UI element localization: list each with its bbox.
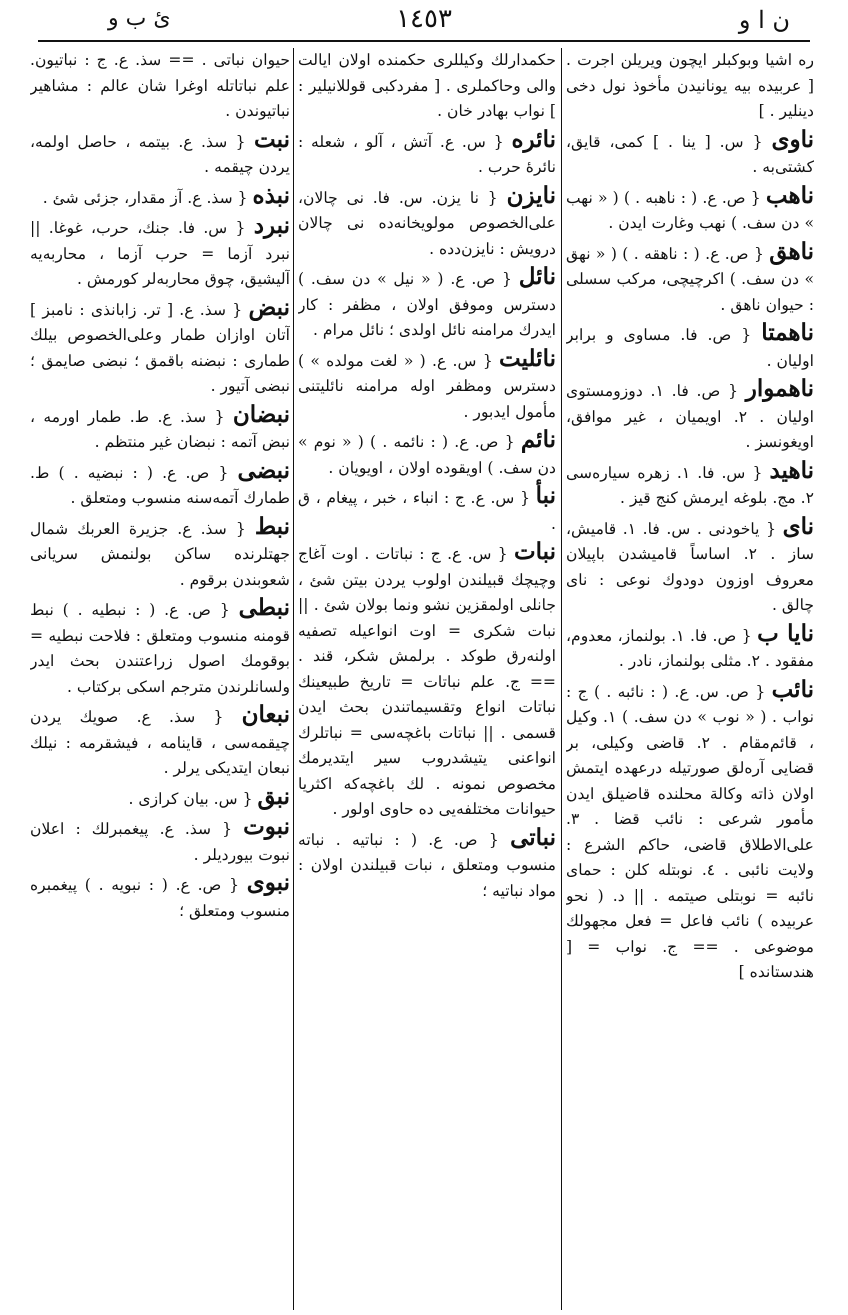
entry-headword: نبط — [254, 512, 290, 540]
entry-definition: { سذ. ع. جزيرة العربك شمال جهتلرنده ساكن بولنمش سريانی شعوبندن برقوم . — [30, 519, 290, 589]
dictionary-entry — [298, 539, 556, 823]
entry-headword: نبطی — [238, 594, 290, 621]
dictionary-entry — [566, 514, 814, 619]
entry-headword: نبذه — [252, 181, 290, 209]
entry-definition: حكمدارلك وكيللری حكمنده اولان ايالت والی وحاكملری . [ مفردكبی قوللانيلير : ] نواب بهادر خان . — [298, 51, 556, 120]
entry-definition: { ص. ع. ( : نباتيه . نباته منسوب ومتعلق ، نبات قبيلندن اولان : مواد نباتيه ؛ — [298, 830, 556, 900]
entry-headword: نبوت — [243, 813, 290, 840]
entry-headword: نباتی — [510, 823, 556, 851]
entry-headword: نائم — [520, 426, 556, 453]
dictionary-entry — [30, 458, 290, 512]
dictionary-entry — [566, 183, 814, 237]
column-divider — [561, 48, 562, 1310]
header-rule — [38, 40, 810, 42]
dictionary-entry — [30, 295, 290, 400]
entry-definition: { ص. ع. ( : نبويه . ) پيغمبره منسوب ومتعلق ؛ — [30, 876, 290, 920]
entry-headword: ناهموار — [745, 375, 814, 402]
entry-headword: ناهب — [765, 181, 814, 209]
entry-headword: نايزن — [506, 181, 556, 209]
dictionary-entry — [298, 48, 556, 125]
entry-headword: نبت — [254, 125, 290, 153]
entry-headword: نبضی — [237, 456, 290, 484]
dictionary-entry — [566, 458, 814, 512]
entry-definition: { ص. ع. ( : ناهبه . ) ( « نهب » دن سف. ) نهب وغارت ايدن . — [566, 188, 814, 232]
entry-definition: { ص. ع. ( : ناهقه . ) ( « نهق » دن سف. ) اكرچيچی، مركب سسلی : حيوان ناهق . — [566, 244, 814, 314]
dictionary-entry — [30, 514, 290, 594]
dictionary-entry — [298, 264, 556, 344]
page-header — [38, 4, 810, 38]
entry-definition: { س. ع. ( « لغت مولده » ) دسترس ومظفر اوله مرامنه نائليتنی مأمول ايدبور . — [298, 351, 556, 421]
dictionary-entry — [298, 483, 556, 537]
entry-definition: { ياخودنی . س. فا. ١. قاميش، ساز . ٢. اساساً قاميشدن باپيلان معروف اوزون دودوك نوعی : نای چالق . — [566, 519, 814, 614]
dictionary-entry — [298, 427, 556, 481]
entry-definition: { سذ. ع. [ تر. زابانذی : نامبز ] آتان اوازان طمار وعلى‌الخصوص بيلك طماری : نبضنه باقمق ؛ نبضی صايمق ؛ نبضی آتيور . — [30, 300, 290, 395]
dictionary-entry — [30, 402, 290, 456]
dictionary-entry — [566, 320, 814, 374]
entry-headword: ناهق — [769, 237, 814, 265]
entry-definition: { س. ع. ج : انباء ، خبر ، پيغام ، ق . — [298, 489, 556, 533]
entry-definition: { سذ. ع. پيغمبرلك : اعلان نبوت بيورديلر . — [30, 820, 290, 864]
entry-definition: حيوان نباتی . == سذ. ع. ج : نباتيون. علم نباتاتله اوغرا شان عالم : مشاهير نباتيوندن . — [30, 51, 290, 120]
entry-definition: { س. فا. جنك، حرب، غوغا. || نبرد آزما = حرب آزما ، محاربه‌يه آليشيق، چوق محاربه‌لر كورمش . — [30, 219, 290, 288]
dictionary-entry — [298, 346, 556, 426]
entry-definition: { ص. ع. ( : نبضيه . ) ط. طمارك آتمه‌سنه منسوب ومتعلق . — [30, 463, 290, 507]
header-letters-right: ن ا و — [738, 6, 790, 34]
entry-definition: { ص. فا. ١. دوزومستوی اوليان . ٢. اويميان ، غير موافق، اويغونسز . — [566, 382, 814, 451]
entry-definition: { س. فا. ١. زهره سياره‌سی ٢. مج. بلوغه ايرمش كنج قيز . — [566, 463, 814, 507]
dictionary-entry — [566, 677, 814, 986]
entry-definition: ره اشيا وبوكبلر ايچون ويريلن اجرت . [ عربيده بيه يونانيدن مأخوذ نول دخی دينلير . ] — [566, 51, 814, 120]
entry-definition: { ص. ع. ( : نبطيه . ) نبط قومنه منسوب ومتعلق : فلاحت نبطيه = بوقومك اصول زراعتندن بحث ايدر ولسانلرندن مترجم اسكی بركتاب . — [30, 601, 290, 696]
entry-definition: { ص. ع. ( : نائمه . ) ( « نوم » دن سف. ) اويقوده اولان ، اويويان . — [298, 433, 556, 477]
entry-headword: ناهيد — [769, 456, 814, 484]
entry-definition: { س. بيان كرازی . — [128, 789, 253, 808]
header-letters-left: ئ ب و — [108, 6, 171, 31]
entry-definition: { نا يزن. س. فا. نی چالان، على‌الخصوص مولويخانه‌ده نی چالان درويش : نايزن‌دده . — [298, 188, 556, 258]
dictionary-entry — [298, 183, 556, 263]
dictionary-entry — [566, 127, 814, 181]
entry-definition: { سذ. ع. صويك يردن چيقمه‌سی ، قاينامه ، فيشقرمه : نيلك نبعان ايتديكی يرلر . — [30, 708, 290, 777]
dictionary-entry — [566, 376, 814, 456]
entry-definition: { س. ع. آتش ، آلو ، شعله : نائرهٔ حرب . — [298, 132, 556, 176]
dictionary-entry — [566, 621, 814, 675]
column-middle — [298, 48, 556, 1308]
entry-definition: { س. [ ينا . ] كمی، قايق، كشتی‌به . — [566, 132, 814, 176]
entry-headword: نائره — [511, 125, 556, 153]
entry-definition: { ص. س. ع. ( : نائبه . ) ج : نواب . ( « نوب » دن سف. ) ١. وكيل ، قائم‌مقام . ٢. قاضی وكيلی، بر قضايی آره‌لق صورتيله درعهده ايتمش اولان ذاته وكالة محلنده قاضيلق ايدن مأمور شرعی : نائب قضا . ٣. على‌الاطلاق قاضی، حاكم الشرع : ولايت نائبی . ٤. نوبتله كلن : حمای نائبه = نوبتلی صيتمه . || د. ( نحو عربيده ) نائب فاعل = فعل مجهولك موضوعی . == ج. نواب = [ هندستانده ] — [566, 682, 814, 981]
dictionary-entry — [30, 127, 290, 181]
dictionary-entry — [30, 814, 290, 868]
dictionary-entry — [566, 48, 814, 125]
entry-definition: { سذ. ع. آز مقدار، جزئی شئ . — [42, 188, 248, 207]
column-left — [30, 48, 290, 1308]
entry-definition: { س. ع. ج : نباتات . اوت آغاج وچيچك قبيلندن اولوب يردن بيتن شئ ، جانلی اولمقزين نشو ونما بولان شئ . || نبات شكری = اوت انواعيله تصفيه اولنه‌رق طوكد . برلمش شكر، قند . == ج. علم نباتات = تاريخ طبيعينك نباتات انواع وتقسيماتندن بحث ايدن قسمی . || نباتات باغچه‌سی = نباتلرك انواعنی يتيشدروب سير ايتديرمك مخصوص نمونه . لك باغچه‌كه اكثريا حيوانات مختلفه‌يی ده حاوی اولور . — [298, 545, 556, 818]
dictionary-entry — [30, 213, 290, 293]
dictionary-entry — [566, 239, 814, 319]
dictionary-entry — [30, 48, 290, 125]
dictionary-entry — [298, 127, 556, 181]
dictionary-entry — [30, 702, 290, 782]
column-divider — [293, 48, 294, 1310]
entry-headword: نبعان — [241, 701, 290, 728]
entry-definition: { ص. فا. ١. بولنماز، معدوم، مفقود . ٢. مثلی بولنماز، نادر . — [566, 626, 814, 670]
dictionary-entry — [298, 825, 556, 905]
entry-headword: نبق — [257, 782, 290, 810]
entry-headword: نائب — [771, 675, 814, 703]
dictionary-entry — [30, 784, 290, 813]
entry-definition: { سذ. ع. بيتمه ، حاصل اولمه، يردن چيقمه . — [30, 132, 290, 176]
dictionary-entry — [30, 870, 290, 924]
entry-headword: نبرد — [253, 212, 290, 239]
entry-definition: { سذ. ع. ط. طمار اورمه ، نبض آتمه : نبضان غير منتظم . — [30, 407, 290, 451]
entry-headword: نايا ب — [757, 619, 814, 647]
entry-headword: نبأ — [535, 482, 556, 509]
page-number: ١٤٥٣ — [396, 4, 452, 34]
entry-headword: نای — [782, 512, 814, 540]
dictionary-entry — [30, 183, 290, 212]
entry-definition: { ص. فا. مساوی و برابر اوليان . — [566, 326, 814, 370]
entry-headword: نبضان — [232, 400, 290, 428]
entry-headword: نبات — [513, 538, 556, 565]
entry-headword: ناوی — [771, 125, 814, 153]
entry-headword: نبض — [248, 293, 290, 321]
entry-headword: نائليت — [499, 344, 556, 372]
dictionary-entry — [30, 595, 290, 700]
column-right — [566, 48, 814, 1308]
entry-headword: ناهمتا — [761, 319, 814, 346]
entry-headword: نائل — [518, 263, 556, 290]
entry-headword: نبوی — [246, 869, 290, 896]
entry-definition: { ص. ع. ( « نيل » دن سف. ) دسترس وموفق اولان ، مظفر : كار ايدرك مرامنه نائل اولدی ؛ نائل مرام . — [298, 270, 556, 339]
